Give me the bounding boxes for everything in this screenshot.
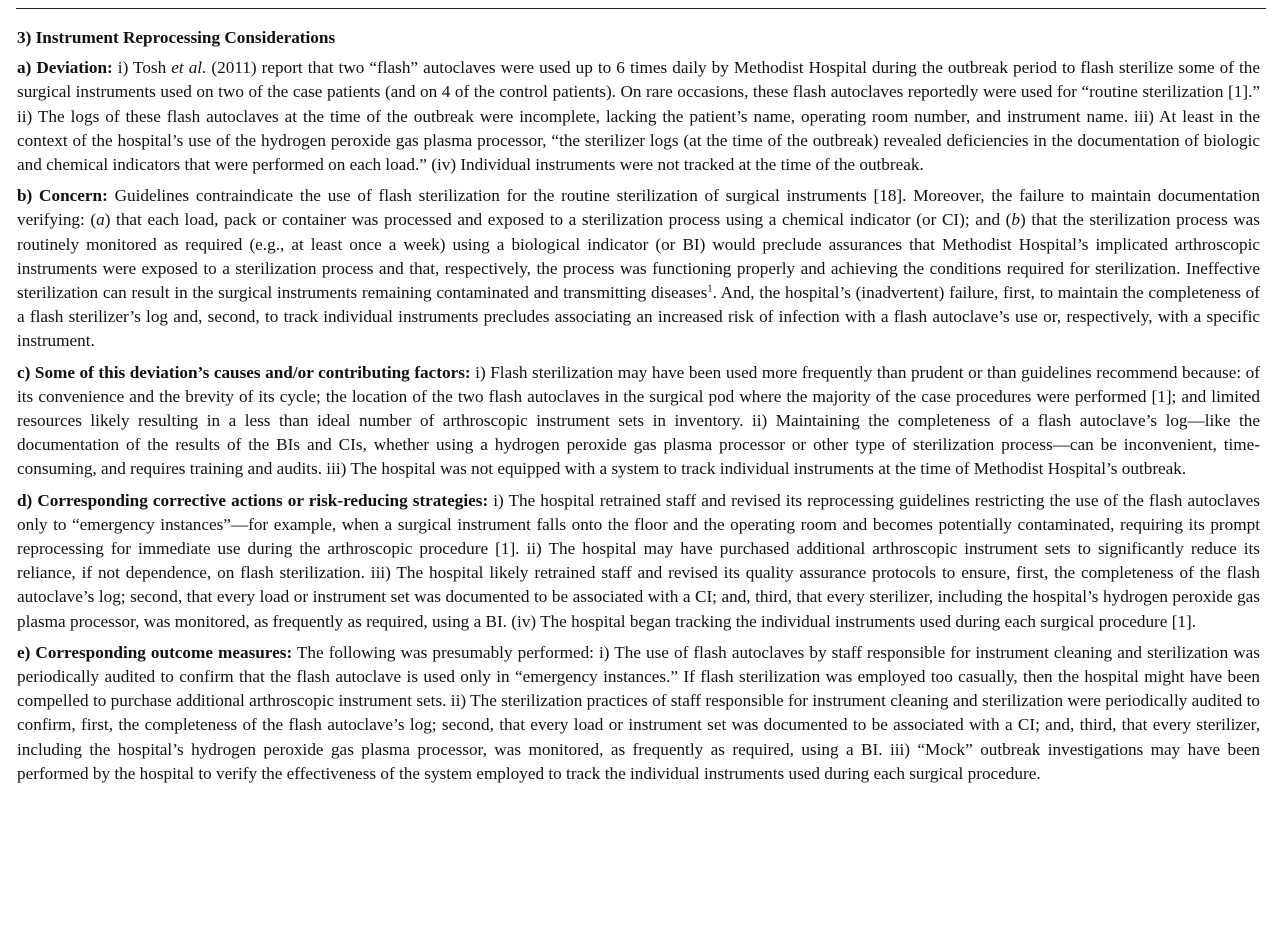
paragraph-label: b) Concern: xyxy=(17,186,108,206)
paragraph-causes xyxy=(17,361,1260,482)
text-segment: i) The hospital retrained staff and revised its reprocessing guidelines restricting the use of the flash autoclaves only to “emergency instances”—for example, when a surgical instrument falls onto the floor and the operating room and becomes potentially contaminated, requiring its prompt reprocessing for immediate use during the arthroscopic procedure [1]. ii) The hospital may have purchased additional arthroscopic instrument sets to significantly reduce its reliance, if not dependence, on flash sterilization. iii) The hospital likely retrained staff and revised its quality assurance protocols to ensure, first, the completeness of the flash autoclave’s log; second, that every load or instrument set was documented to be associated with a CI; and, third, that every sterilizer, including the hospital’s hydrogen peroxide gas plasma processor, was monitored, as frequently as required, using a BI. (iv) The hospital began tracking the individual instruments used during each surgical procedure [1]. xyxy=(17,490,1260,631)
paragraph-body xyxy=(17,58,1260,174)
text-segment: i) Tosh xyxy=(112,58,172,78)
paragraph-corrective-actions xyxy=(17,489,1260,634)
text-segment: Guidelines contraindicate the use of flash sterilization for the routine sterilization of surgical instruments [18]. Moreover, the failure to maintain documentation verifying: ( xyxy=(17,186,1260,230)
top-rule xyxy=(16,8,1266,9)
paragraph-deviation xyxy=(17,56,1260,177)
paragraph-body xyxy=(17,186,1260,350)
section-heading: 3) Instrument Reprocessing Considerations xyxy=(17,28,336,47)
paragraph-body xyxy=(17,491,1260,631)
text-segment: ) that the sterilization process was routinely monitored as required (e.g., at least once a week) using a biological indicator (or BI) would preclude assurances that Methodist Hospital’s implicated arthroscopic instruments were exposed to a sterilization process and that, respectively, the process was functioning properly and achieving the conditions required for sterilization. Ineffective sterilization can result in the surgical instruments remaining contaminated and transmitting diseases xyxy=(17,210,1260,303)
text-segment: ) that each load, pack or container was processed and exposed to a sterilization process using a chemical indicator (or CI); and ( xyxy=(104,210,1012,230)
text-segment: a xyxy=(96,210,105,230)
text-segment: . And, the hospital’s (inadvertent) failure, first, to maintain the completeness of a flash sterilizer’s log and, second, to track individual instruments precludes associating an increased risk of infection with a flash autoclave’s use or, respectively, with a specific instrument. xyxy=(17,283,1261,351)
paragraph-label: a) Deviation: xyxy=(17,58,113,78)
text-segment: (2011) report that two “flash” autoclaves were used up to 6 times daily by Methodist Hospital during the outbreak period to flash sterilize some of the surgical instruments used on two of the case patients (and on 4 of the control patients). On rare occasions, these flash autoclaves reportedly were used for “routine sterilization [1].” ii) The logs of these flash autoclaves at the time of the outbreak were incomplete, lacking the patient’s name, operating room number, and instrument name. iii) At least in the context of the hospital’s use of the hydrogen peroxide gas plasma processor, “the sterilizer logs (at the time of the outbreak) revealed deficiencies in the documentation of biologic and chemical indicators that were performed on each load.” (iv) Individual instruments were not tracked at the time of the outbreak. xyxy=(17,58,1260,175)
text-segment: et al. xyxy=(171,58,207,78)
footnote-marker: 1 xyxy=(707,283,713,295)
paragraph-concern xyxy=(17,184,1260,353)
text-segment: i) Flash sterilization may have been used more frequently than prudent or than guidelines recommend because: of its convenience and the brevity of its cycle; the location of the two flash autoclaves in the surgical pod where the majority of the case procedures were performed [1]; and limited resources likely resulting in a less than ideal number of arthroscopic instrument sets in inventory. ii) Maintaining the completeness of a flash autoclave’s log—like the documentation of the results of the BIs and CIs, whether using a hydrogen peroxide gas plasma processor or other type of sterilization process—can be inconvenient, time-consuming, and requires training and audits. iii) The hospital was not equipped with a system to track individual instruments at the time of Methodist Hospital’s outbreak. xyxy=(17,362,1260,479)
text-segment: The following was presumably performed: i) The use of flash autoclaves by staff responsible for instrument cleaning and sterilization was periodically audited to confirm that the flash autoclave is used only in “emergency instances.” If flash sterilization was employed too casually, then the hospital might have been compelled to purchase additional arthroscopic instrument sets. ii) The sterilization practices of staff responsible for instrument cleaning and sterilization were periodically audited to confirm, first, the completeness of the flash autoclave’s log; second, that every load or instrument set was documented to be associated with a CI; and, third, that every sterilizer, including the hospital’s hydrogen peroxide gas plasma processor, was monitored, as frequently as required, using a BI. iii) “Mock” outbreak investigations may have been performed by the hospital to verify the effectiveness of the system employed to track the individual instruments used during each surgical procedure. xyxy=(17,642,1260,783)
paragraph-label: d) Corresponding corrective actions or risk-reducing strategies: xyxy=(17,490,489,510)
paragraph-label: e) Corresponding outcome measures: xyxy=(17,642,293,662)
document-body xyxy=(17,26,1260,793)
paragraph-label: c) Some of this deviation’s causes and/or contributing factors: xyxy=(17,362,471,382)
text-segment: b xyxy=(1011,210,1020,230)
paragraph-body xyxy=(17,643,1260,783)
paragraph-outcome-measures xyxy=(17,641,1260,786)
